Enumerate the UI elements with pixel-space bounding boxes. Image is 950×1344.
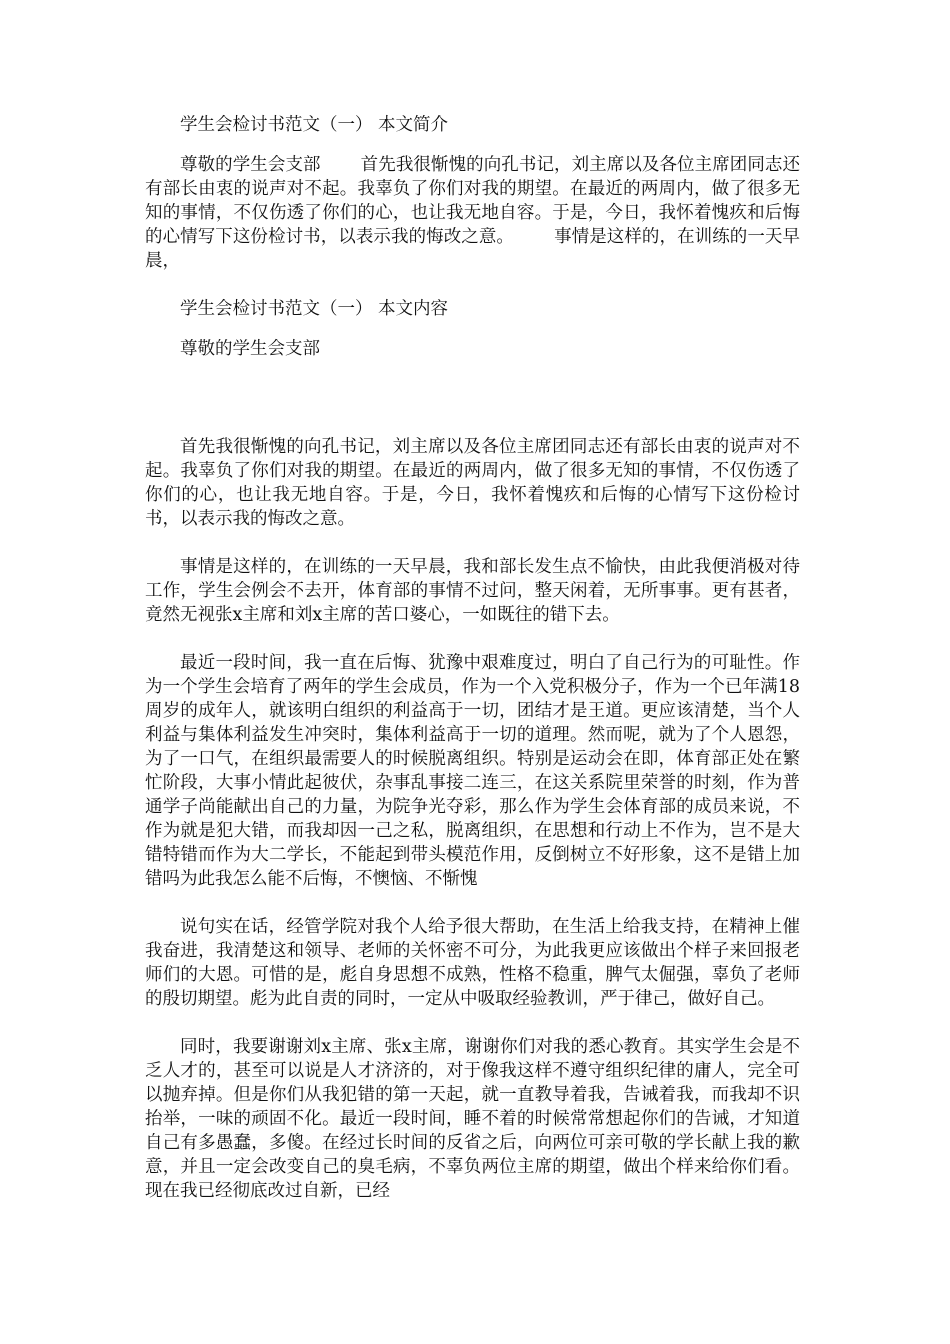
content-heading: 学生会检讨书范文（一） 本文内容 <box>180 299 449 319</box>
intro-salutation: 尊敬的学生会支部 <box>180 155 321 175</box>
paragraph-2: 事情是这样的，在训练的一天早晨，我和部长发生点不愉快，由此我便消极对待工作，学生会例会不去开，体育部的事情不过问，整天闲着，无所事事。更有甚者，竟然无视张x主席和刘x主席的苦口婆心，一如既往的错下去。 <box>145 557 800 625</box>
document-page <box>145 113 800 1227</box>
paragraph-3: 最近一段时间，我一直在后悔、犹豫中艰难度过，明白了自己行为的可耻性。作为一个学生会培育了两年的学生会成员，作为一个入党积极分子，作为一个已年满18周岁的成年人，就该明白组织的利益高于一切，团结才是王道。更应该清楚，当个人利益与集体利益发生冲突时，集体利益高于一切的道理。然而呢，就为了个人恩怨，为了一口气，在组织最需要人的时候脱离组织。特别是运动会在即，体育部正处在繁忙阶段，大事小情此起彼伏，杂事乱事接二连三，在这关系院里荣誉的时刻，作为普通学子尚能献出自己的力量，为院争光夺彩，那么作为学生会体育部的成员来说，不作为就是犯大错，而我却因一己之私，脱离组织，在思想和行动上不作为，岂不是大错特错而作为大二学长，不能起到带头模范作用，反倒树立不好形象，这不是错上加错吗为此我怎么能不后悔，不懊恼、不惭愧 <box>145 653 800 889</box>
intro-second-text: 事情是这样的，在训练的一天早晨， <box>145 227 800 271</box>
paragraph-1: 首先我很惭愧的向孔书记，刘主席以及各位主席团同志还有部长由衷的说声对不起。我辜负了你们对我的期望。在最近的两周内，做了很多无知的事情，不仅伤透了你们的心，也让我无地自容。于是，今日，我怀着愧疚和后悔的心情写下这份检讨书，以表示我的悔改之意。 <box>145 437 800 529</box>
paragraph-4: 说句实在话，经管学院对我个人给予很大帮助，在生活上给我支持，在精神上催我奋进，我清楚这和领导、老师的关怀密不可分，为此我更应该做出个样子来回报老师们的大恩。可惜的是，彪自身思想不成熟，性格不稳重，脾气太倔强，辜负了老师的殷切期望。彪为此自责的同时，一定从中吸取经验教训，严于律己，做好自己。 <box>145 917 800 1009</box>
intro-heading: 学生会检讨书范文（一） 本文简介 <box>180 115 449 135</box>
intro-first-text: 首先我很惭愧的向孔书记，刘主席以及各位主席团同志还有部长由衷的说声对不起。我辜负了你们对我的期望。在最近的两周内，做了很多无知的事情，不仅伤透了你们的心，也让我无地自容。于是，今日，我怀着愧疚和后悔的心情写下这份检讨书，以表示我的悔改之意。 <box>145 155 801 247</box>
content-salutation: 尊敬的学生会支部 <box>180 339 320 359</box>
intro-abstract <box>145 153 800 273</box>
paragraph-5: 同时，我要谢谢刘x主席、张x主席，谢谢你们对我的悉心教育。其实学生会是不乏人才的，甚至可以说是人才济济的，对于像我这样不遵守组织纪律的庸人，完全可以抛弃掉。但是你们从我犯错的第一天起，就一直教导着我，告诫着我，而我却不识抬举，一味的顽固不化。最近一段时间，睡不着的时候常常想起你们的告诫，才知道自己有多愚蠢，多傻。在经过长时间的反省之后，向两位可亲可敬的学长献上我的歉意，并且一定会改变自己的臭毛病，不辜负两位主席的期望，做出个样来给你们看。现在我已经彻底改过自新，已经 <box>145 1037 800 1201</box>
